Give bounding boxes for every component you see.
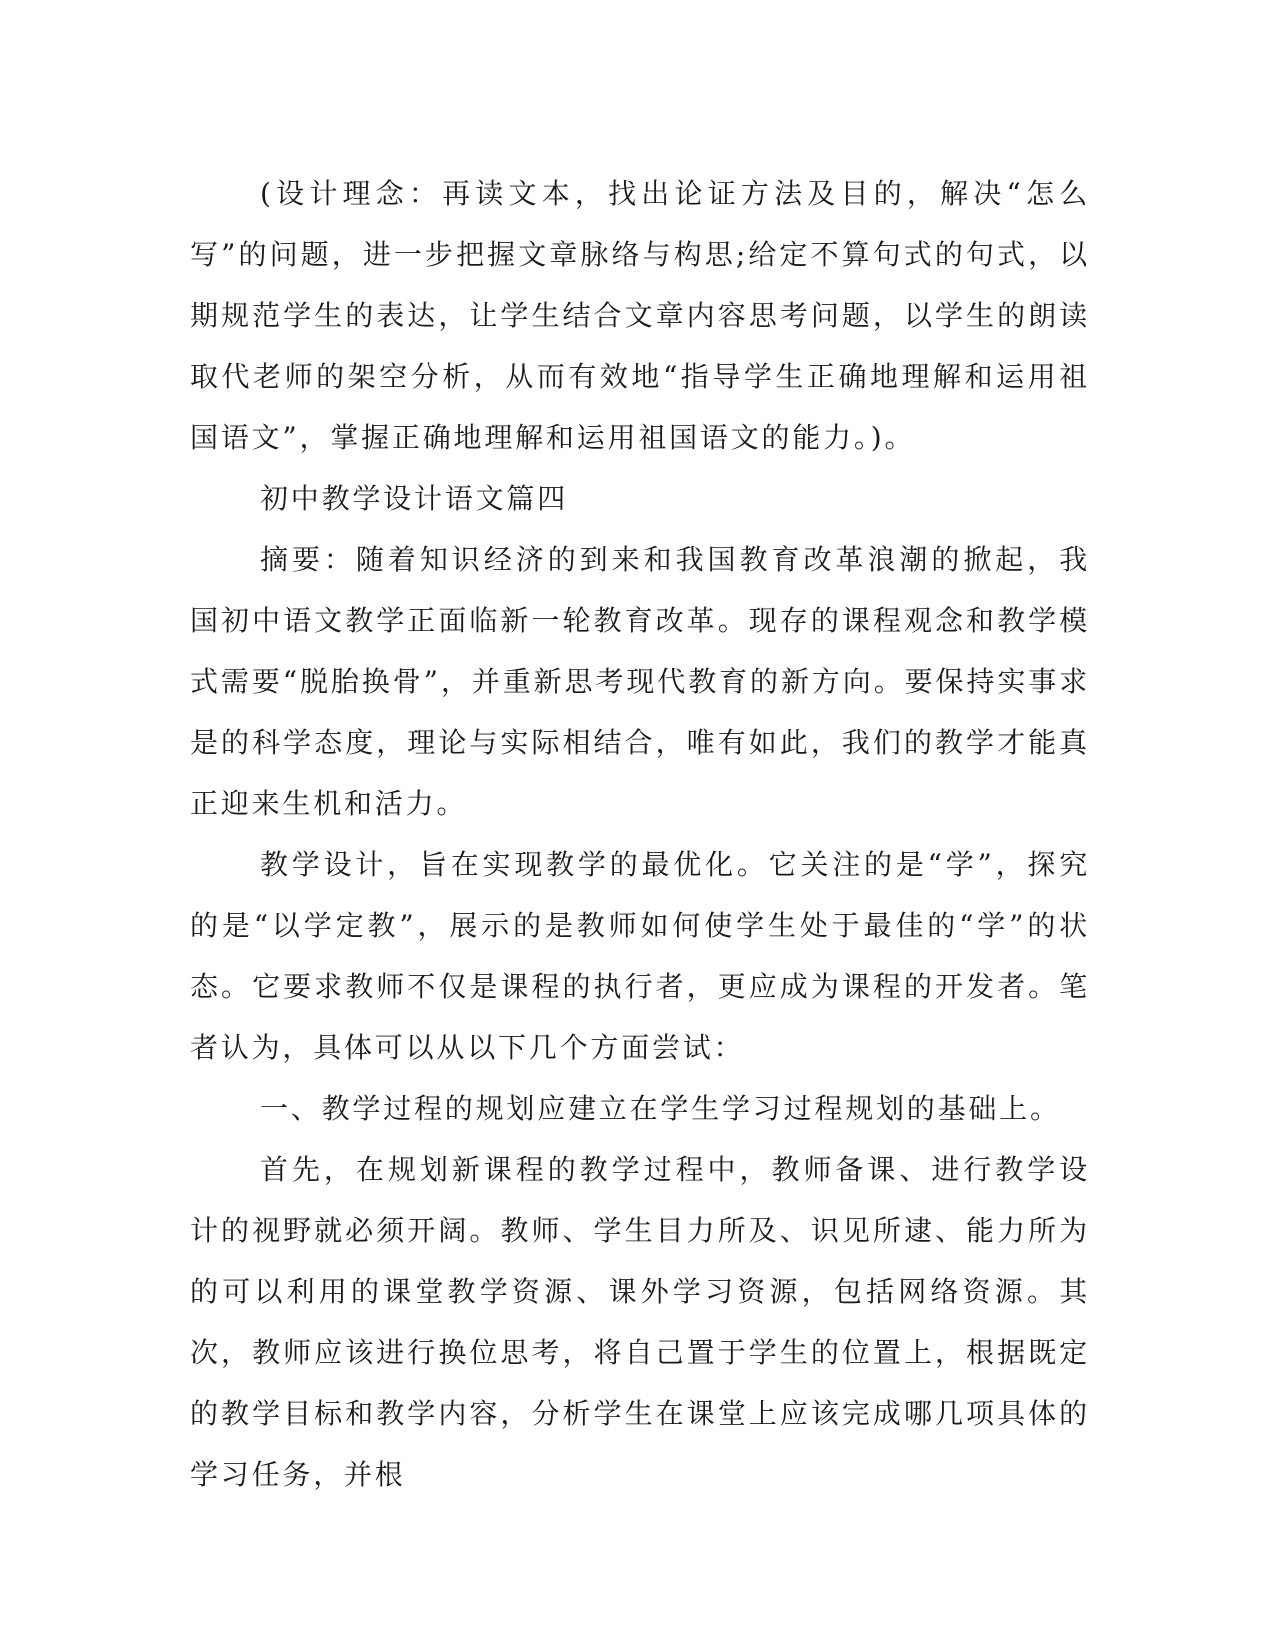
section-heading: 初中教学设计语文篇四 (260, 482, 569, 515)
document-body (190, 163, 1090, 1505)
paragraph-abstract: 摘要：随着知识经济的到来和我国教育改革浪潮的掀起，我国初中语文教学正面临新一轮教育改革。现存的课程观念和教学模式需要“脱胎换骨”，并重新思考现代教育的新方向。要保持实事求是的科学态度，理论与实际相结合，唯有如此，我们的教学才能真正迎来生机和活力。 (190, 543, 1090, 820)
paragraph-point-one: 一、教学过程的规划应建立在学生学习过程规划的基础上。 (260, 1092, 1061, 1125)
paragraph-design-concept: (设计理念：再读文本，找出论证方法及目的，解决“怎么写”的问题，进一步把握文章脉络与构思;给定不算句式的句式，以期规范学生的表达，让学生结合文章内容思考问题，以学生的朗读取代老师的架空分析，从而有效地“指导学生正确地理解和运用祖国语文”，掌握正确地理解和运用祖国语文的能力。)。 (190, 177, 1090, 454)
paragraph-first: 首先，在规划新课程的教学过程中，教师备课、进行教学设计的视野就必须开阔。教师、学生目力所及、识见所逮、能力所为的可以利用的课堂教学资源、课外学习资源，包括网络资源。其次，教师应该进行换位思考，将自己置于学生的位置上，根据既定的教学目标和教学内容，分析学生在课堂上应该完成哪几项具体的学习任务，并根 (190, 1153, 1090, 1491)
paragraph-teaching-design: 教学设计，旨在实现教学的最优化。它关注的是“学”，探究的是“以学定教”，展示的是教师如何使学生处于最佳的“学”的状态。它要求教师不仅是课程的执行者，更应成为课程的开发者。笔者认为，具体可以从以下几个方面尝试： (190, 848, 1090, 1064)
